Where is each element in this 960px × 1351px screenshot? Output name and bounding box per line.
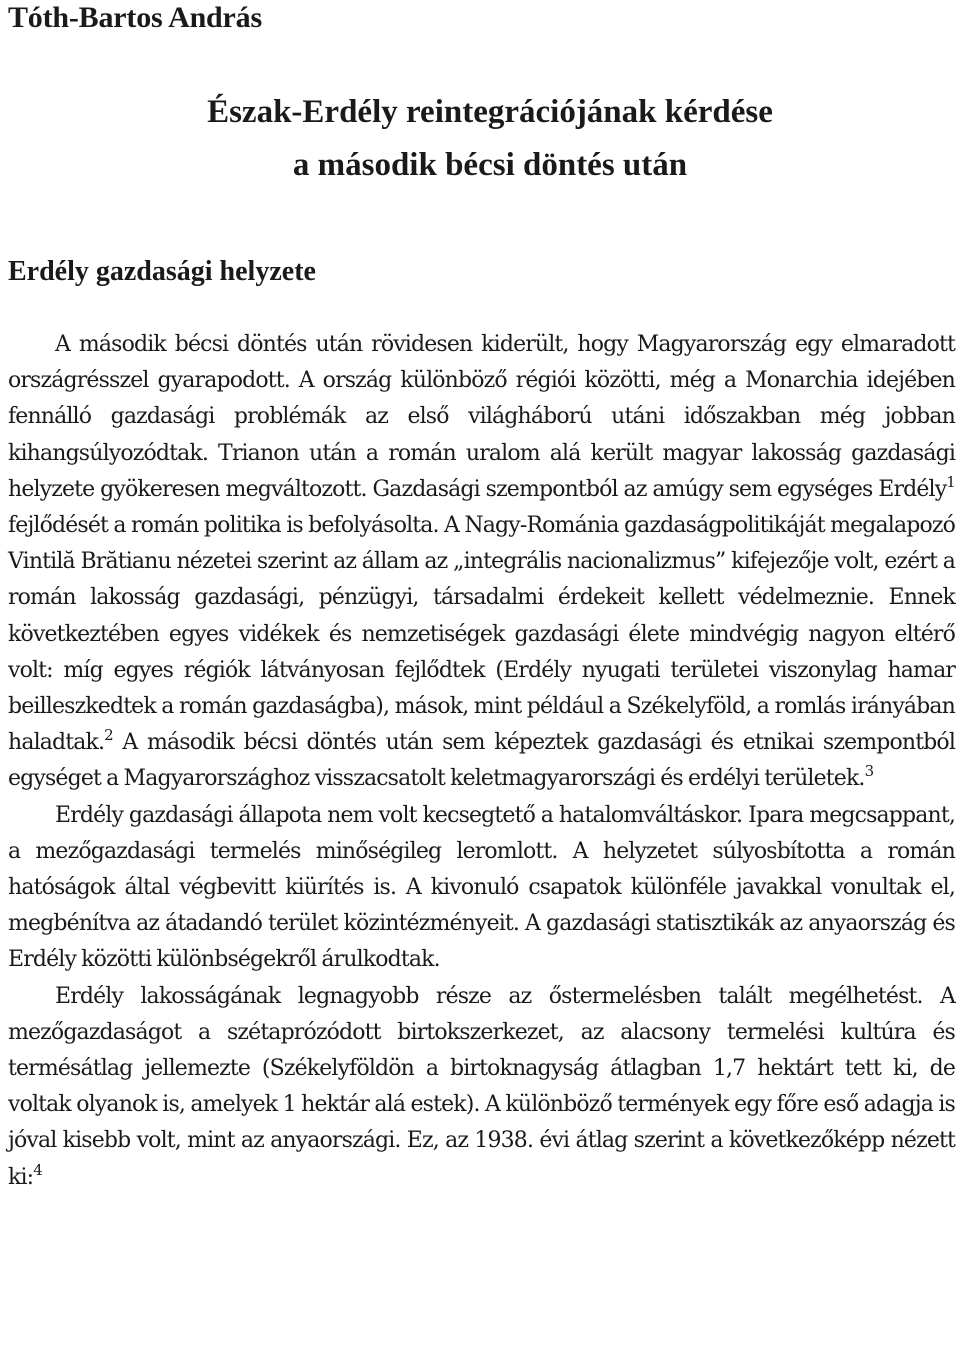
section-heading: Erdély gazdasági helyzete bbox=[8, 256, 316, 287]
article-title bbox=[0, 86, 960, 192]
paragraph-3 bbox=[8, 979, 955, 1196]
footnote-ref-2: 2 bbox=[104, 726, 113, 745]
footnote-ref-3: 3 bbox=[864, 762, 874, 781]
paragraph-1-text-c: A második bécsi döntés után sem képeztek gazdasági és etnikai szempontból egységet a Magyarországhoz visszacsatolt keletmagyarországi és erdélyi területek. bbox=[8, 730, 955, 792]
title-line-2: a második bécsi döntés után bbox=[292, 147, 688, 183]
paragraph-2-text: Erdély gazdasági állapota nem volt kecsegtető a hatalomváltáskor. Ipara megcsappant, a mezőgazdasági termelés minőségileg leromlott. A helyzetet súlyosbította a román hatóságok által végbevitt kiürítés is. A kivonuló csapatok különféle javakkal vonultak el, megbénítva az átadandó terület közintézményeit. A gazdasági statisztikák az anyaország és Erdély közötti különbségekről árulkodtak. bbox=[8, 802, 955, 973]
author-name: Tóth-Bartos András bbox=[8, 1, 262, 34]
footnote-ref-1: 1 bbox=[946, 472, 955, 491]
footnote-ref-4: 4 bbox=[33, 1160, 42, 1179]
paragraph-1 bbox=[8, 327, 955, 798]
paragraph-1-text-a: A második bécsi döntés után rövidesen kiderült, hogy Magyarország egy elmaradott országrésszel gyarapodott. A ország különböző régiói közötti, még a Monarchia idejében fennálló gazdasági problémák az első világháború utáni időszakban még jobban kihangsúlyozódtak. Trianon után a román uralom alá került magyar lakosság gazdasági helyzete gyökeresen megváltozott. Gazdasági szempontból az amúgy sem egységes Erdély bbox=[8, 332, 955, 502]
paragraph-3-text: Erdély lakosságának legnagyobb része az őstermelésben talált megélhetést. A mezőgazdaságot a szétaprózódott birtokszerkezet, az alacsony termelési kultúra és termésátlag jellemezte (Székelyföldön a birtoknagyság átlagban 1,7 hektárt tett ki, de voltak olyanok is, amelyek 1 hektár alá estek). A különböző termények egy főre eső adagja is jóval kisebb volt, mint az anyaországi. Ez, az 1938. évi átlag szerint a következőképp nézett ki: bbox=[8, 983, 955, 1190]
paragraph-2 bbox=[8, 798, 955, 979]
body-text bbox=[8, 327, 955, 1196]
paragraph-1-text-b: fejlődését a román politika is befolyásolta. A Nagy-Románia gazdaságpolitikáját megalapozó Vintilă Brătianu nézetei szerint az állam az „integrális nacionalizmus” kifejezője volt, ezért a román lakosság gazdasági, pénzügyi, társadalmi érdekeit kellett védelmeznie. Ennek következtében egyes vidékek és nemzetiségek gazdasági élete mindvégig nagyon eltérő volt: míg egyes régiók látványosan fejlődtek (Erdély nyugati területei viszonylag hamar beilleszkedtek a román gazdaságba), mások, mint például a Székelyföld, a romlás irányában haladtak. bbox=[8, 513, 955, 756]
title-line-1: Észak-Erdély reintegrációjának kérdése bbox=[207, 94, 773, 130]
